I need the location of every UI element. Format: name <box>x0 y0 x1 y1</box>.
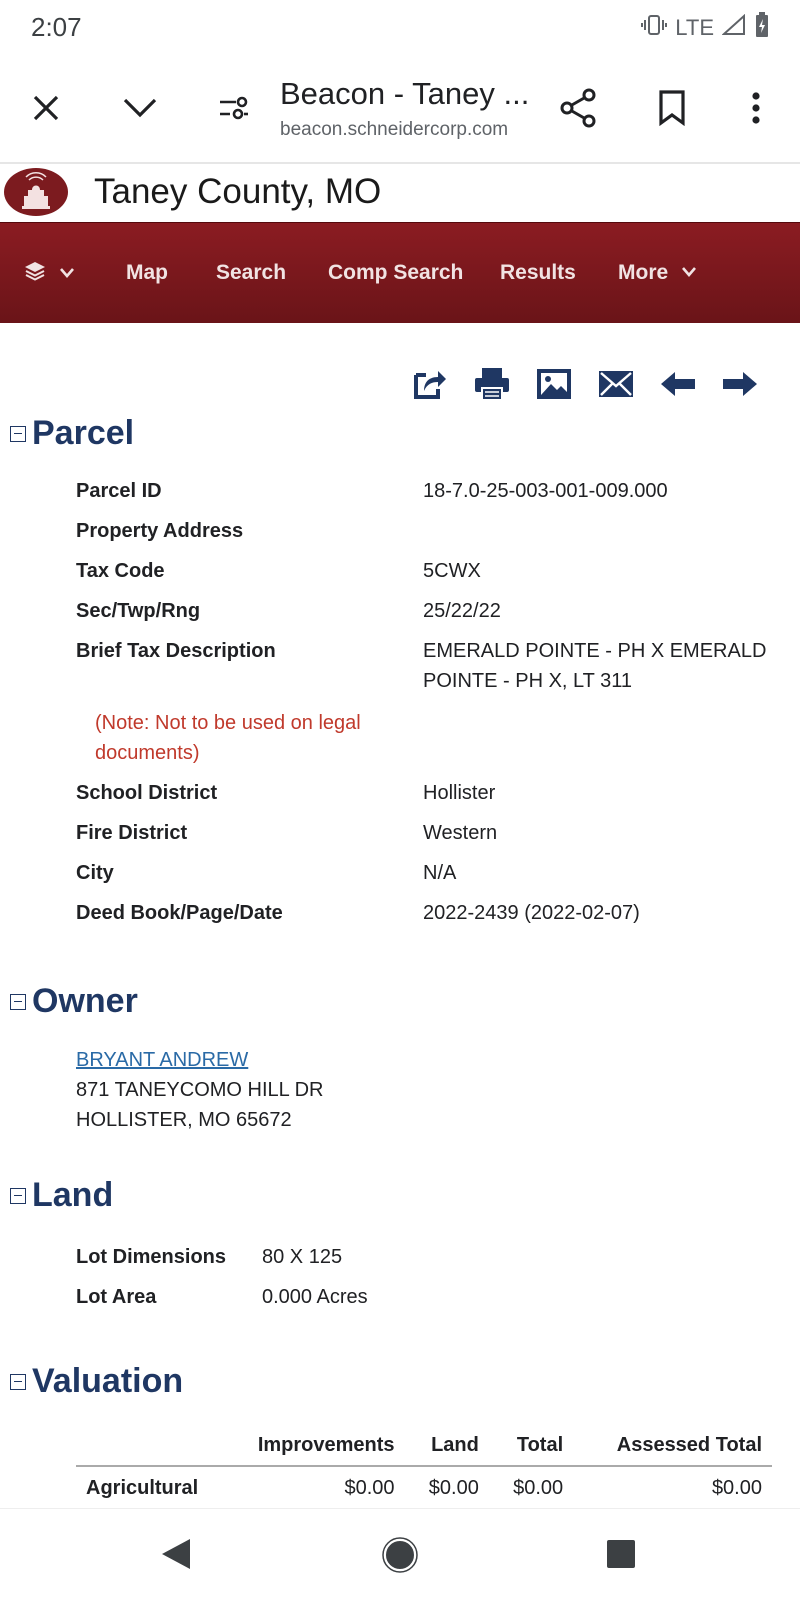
table-row <box>76 1466 772 1510</box>
site-nav <box>0 222 800 323</box>
owner-heading: Owner <box>32 982 138 1020</box>
more-vert-icon[interactable] <box>734 86 778 130</box>
collapse-icon[interactable] <box>10 426 26 442</box>
total-value: $0.00 <box>513 1477 564 1499</box>
county-logo[interactable] <box>4 168 68 216</box>
collapse-icon[interactable] <box>10 1188 26 1204</box>
assessed-total-value: $0.00 <box>711 1477 762 1499</box>
deed-book-label: Deed Book/Page/Date <box>76 902 283 924</box>
valuation-table <box>76 1428 772 1510</box>
page-title[interactable]: Beacon - Taney ... <box>280 76 530 111</box>
vibrate-icon <box>641 14 667 42</box>
column-header-total: Total <box>489 1428 573 1466</box>
tax-code-label: Tax Code <box>76 560 165 582</box>
network-type: LTE <box>675 15 714 40</box>
land-value: $0.00 <box>428 1477 479 1499</box>
arrow-right-icon[interactable] <box>720 364 760 404</box>
lot-dimensions-value: 80 X 125 <box>262 1246 343 1268</box>
school-district-label: School District <box>76 782 218 804</box>
sec-twp-rng-label: Sec/Twp/Rng <box>76 600 201 622</box>
image-icon[interactable] <box>534 364 574 404</box>
fire-district-label: Fire District <box>76 822 188 844</box>
tax-code-value: 5CWX <box>423 560 481 582</box>
share-report-icon[interactable] <box>410 364 450 404</box>
recents-icon[interactable] <box>606 1539 636 1574</box>
home-icon[interactable] <box>382 1537 418 1578</box>
android-nav-bar <box>0 1508 800 1601</box>
legal-note-line2: documents) <box>95 742 200 764</box>
deed-book-value: 2022-2439 (2022-02-07) <box>423 902 640 924</box>
layers-menu[interactable] <box>24 261 74 286</box>
status-icons <box>641 12 770 44</box>
parcel-section-header[interactable] <box>10 414 134 453</box>
sec-twp-rng-value: 25/22/22 <box>423 600 501 622</box>
browser-toolbar <box>0 56 800 164</box>
row-label: Agricultural <box>86 1477 199 1499</box>
brief-tax-description-label: Brief Tax Description <box>76 640 276 662</box>
status-time: 2:07 <box>31 12 82 42</box>
valuation-heading: Valuation <box>32 1362 184 1400</box>
arrow-left-icon[interactable] <box>658 364 698 404</box>
owner-name-link[interactable]: BRYANT ANDREW <box>76 1049 249 1071</box>
status-bar <box>0 0 800 56</box>
close-tab-icon[interactable] <box>24 86 68 130</box>
column-header-improvements: Improvements <box>216 1428 405 1466</box>
owner-address-line1: 871 TANEYCOMO HILL DR <box>76 1079 324 1101</box>
signal-icon <box>722 14 746 42</box>
city-label: City <box>76 862 114 884</box>
column-header-land: Land <box>405 1428 489 1466</box>
fire-district-value: Western <box>423 822 498 844</box>
lot-area-value: 0.000 Acres <box>262 1286 368 1308</box>
site-settings-icon[interactable] <box>212 86 256 130</box>
chevron-down-icon[interactable] <box>118 86 162 130</box>
lot-dimensions-label: Lot Dimensions <box>76 1246 227 1268</box>
city-value: N/A <box>423 862 457 884</box>
column-header-assessed-total: Assessed Total <box>573 1428 772 1466</box>
nav-results[interactable]: Results <box>500 261 576 284</box>
nav-comp-search[interactable]: Comp Search <box>328 261 464 284</box>
site-header <box>0 164 800 222</box>
back-icon[interactable] <box>160 1537 192 1576</box>
nav-map[interactable]: Map <box>126 261 168 284</box>
brief-tax-description-line2: POINTE - PH X, LT 311 <box>423 670 632 692</box>
email-icon[interactable] <box>596 364 636 404</box>
share-icon[interactable] <box>556 86 600 130</box>
owner-address-line2: HOLLISTER, MO 65672 <box>76 1109 292 1131</box>
column-header <box>76 1428 216 1466</box>
print-icon[interactable] <box>472 364 512 404</box>
collapse-icon[interactable] <box>10 994 26 1010</box>
nav-search[interactable]: Search <box>216 261 287 284</box>
collapse-icon[interactable] <box>10 1374 26 1390</box>
table-header-row <box>76 1428 772 1466</box>
chevron-down-icon <box>60 265 74 283</box>
nav-more-label: More <box>618 261 669 284</box>
property-address-label: Property Address <box>76 520 244 542</box>
parcel-heading: Parcel <box>32 414 135 452</box>
parcel-id-label: Parcel ID <box>76 480 162 502</box>
chevron-down-icon <box>682 264 696 282</box>
land-section-header[interactable] <box>10 1176 113 1215</box>
parcel-id-value: 18-7.0-25-003-001-009.000 <box>423 480 668 502</box>
legal-note-line1: (Note: Not to be used on legal <box>95 712 361 734</box>
nav-more[interactable] <box>618 261 696 285</box>
school-district-value: Hollister <box>423 782 496 804</box>
site-title: Taney County, MO <box>94 172 382 211</box>
lot-area-label: Lot Area <box>76 1286 157 1308</box>
valuation-section-header[interactable] <box>10 1362 183 1401</box>
improvements-value: $0.00 <box>344 1477 395 1499</box>
brief-tax-description-line1: EMERALD POINTE - PH X EMERALD <box>423 640 767 662</box>
land-heading: Land <box>32 1176 114 1214</box>
bookmark-icon[interactable] <box>650 86 694 130</box>
battery-icon <box>754 12 770 44</box>
page-url[interactable]: beacon.schneidercorp.com <box>280 119 509 140</box>
owner-section-header[interactable] <box>10 982 138 1021</box>
layers-icon <box>24 261 46 286</box>
